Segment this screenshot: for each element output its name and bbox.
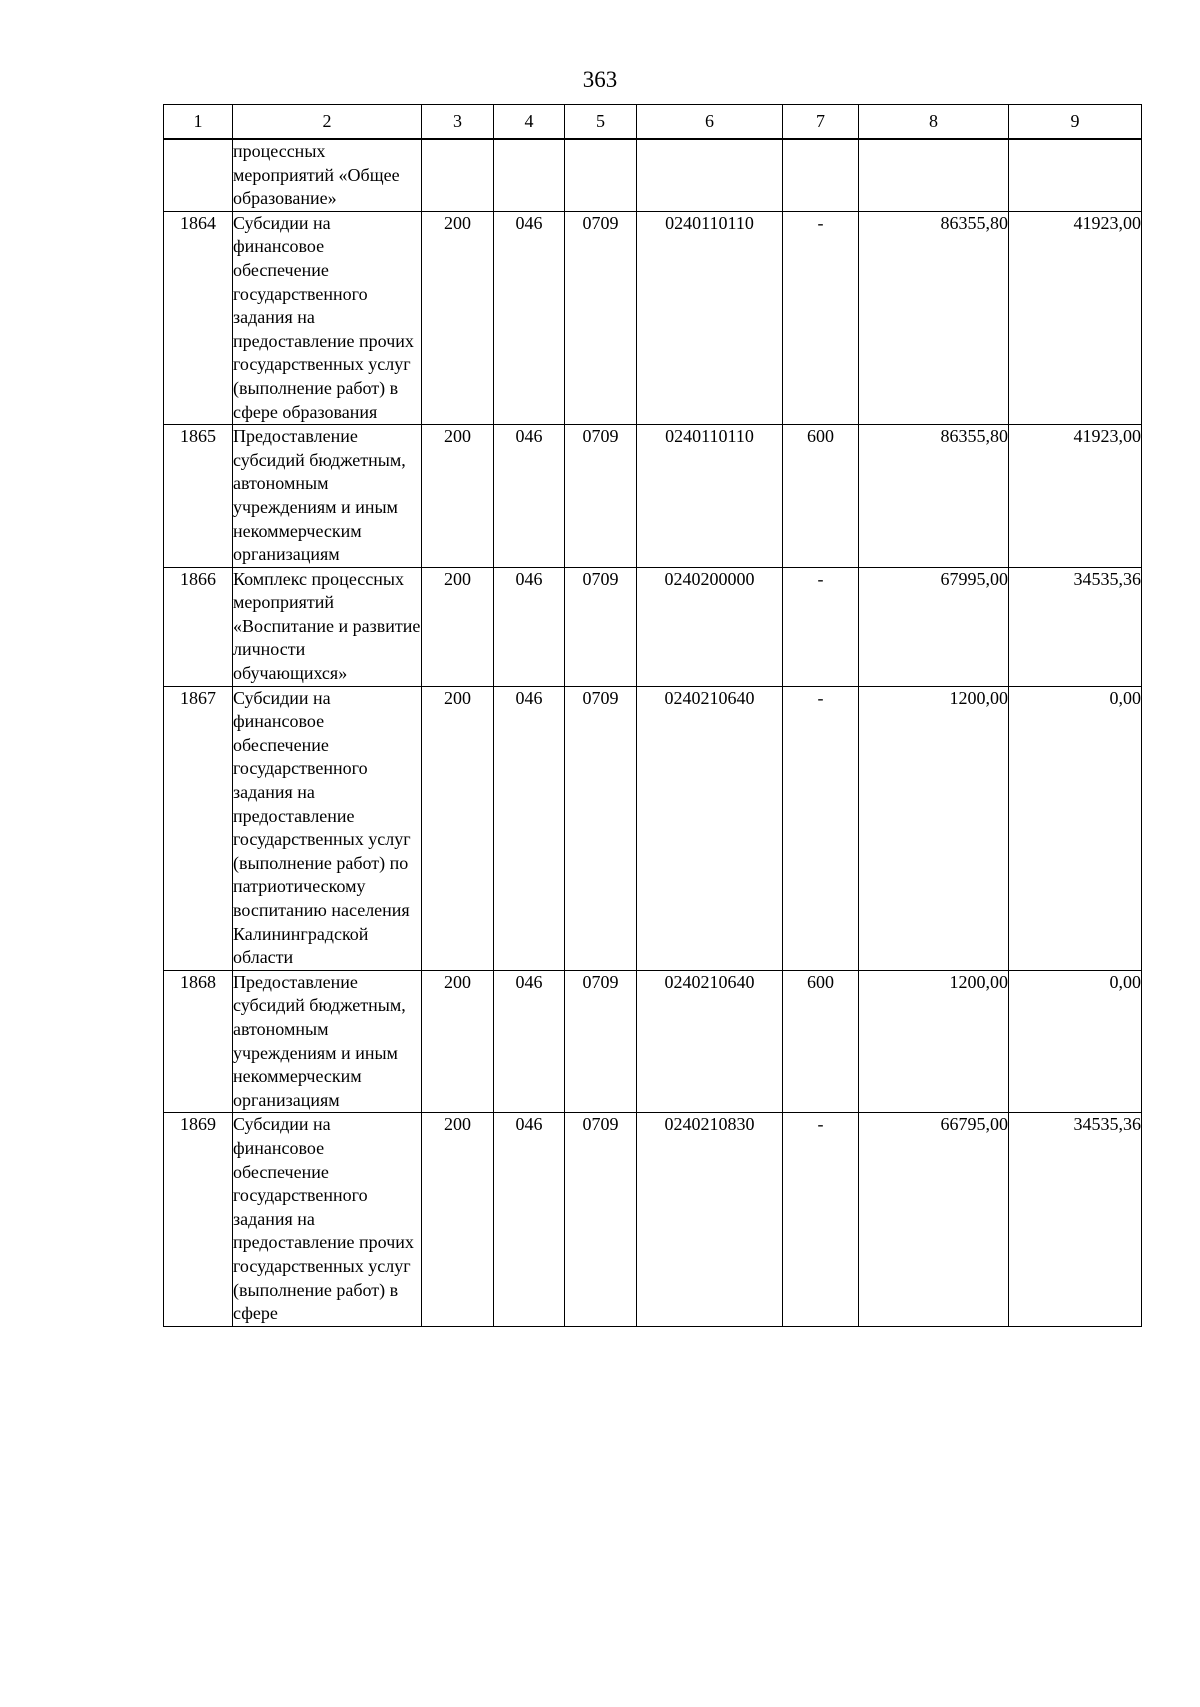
row-number-cell [164,139,233,211]
column-header: 6 [637,105,783,140]
cell-col3: 200 [422,567,494,686]
column-header: 9 [1009,105,1142,140]
amount-cell-col8: 86355,80 [859,425,1009,568]
cell-col3: 200 [422,425,494,568]
amount-cell-col9: 34535,36 [1009,1113,1142,1326]
cell-col5: 0709 [565,211,637,424]
row-number-cell: 1866 [164,567,233,686]
description-cell: Предоставление субсидий бюджетным, автономным учреждениям и иным некоммерческим организациям [233,970,422,1113]
cell-col5: 0709 [565,567,637,686]
description-cell: процессных мероприятий «Общее образование» [233,139,422,211]
cell-col7 [783,139,859,211]
cell-col7: 600 [783,425,859,568]
cell-col7: - [783,567,859,686]
cell-col5: 0709 [565,1113,637,1326]
description-cell: Субсидии на финансовое обеспечение государственного задания на предоставление прочих государственных услуг (выполнение работ) в сфере образования [233,211,422,424]
cell-col7: - [783,1113,859,1326]
cell-col5: 0709 [565,970,637,1113]
amount-cell-col9: 41923,00 [1009,425,1142,568]
cell-col4: 046 [494,970,565,1113]
row-number-cell: 1865 [164,425,233,568]
column-header: 1 [164,105,233,140]
cell-col3: 200 [422,686,494,970]
cell-col7: 600 [783,970,859,1113]
table-row [164,686,1142,970]
description-cell: Субсидии на финансовое обеспечение государственного задания на предоставление прочих государственных услуг (выполнение работ) в сфере [233,1113,422,1326]
cell-col6: 0240210830 [637,1113,783,1326]
table-row [164,567,1142,686]
cell-col6 [637,139,783,211]
cell-col4: 046 [494,1113,565,1326]
column-header: 8 [859,105,1009,140]
amount-cell-col8: 67995,00 [859,567,1009,686]
table-row [164,970,1142,1113]
cell-col3 [422,139,494,211]
amount-cell-col8: 1200,00 [859,970,1009,1113]
table-row [164,211,1142,424]
table-row [164,1113,1142,1326]
row-number-cell: 1869 [164,1113,233,1326]
cell-col4 [494,139,565,211]
cell-col6: 0240200000 [637,567,783,686]
cell-col4: 046 [494,686,565,970]
cell-col4: 046 [494,425,565,568]
amount-cell-col9: 41923,00 [1009,211,1142,424]
cell-col6: 0240210640 [637,970,783,1113]
amount-cell-col8: 1200,00 [859,686,1009,970]
cell-col7: - [783,211,859,424]
column-header: 3 [422,105,494,140]
cell-col5 [565,139,637,211]
cell-col3: 200 [422,970,494,1113]
description-cell: Предоставление субсидий бюджетным, автономным учреждениям и иным некоммерческим организациям [233,425,422,568]
column-header: 4 [494,105,565,140]
row-number-cell: 1867 [164,686,233,970]
page-number: 363 [582,67,618,92]
amount-cell-col8: 66795,00 [859,1113,1009,1326]
budget-table [163,104,1142,1327]
row-number-cell: 1864 [164,211,233,424]
cell-col4: 046 [494,211,565,424]
column-header: 2 [233,105,422,140]
column-header: 5 [565,105,637,140]
amount-cell-col9: 34535,36 [1009,567,1142,686]
amount-cell-col9: 0,00 [1009,970,1142,1113]
table-header-row [164,105,1142,140]
cell-col6: 0240210640 [637,686,783,970]
table-row [164,139,1142,211]
cell-col3: 200 [422,211,494,424]
cell-col7: - [783,686,859,970]
amount-cell-col8 [859,139,1009,211]
cell-col5: 0709 [565,425,637,568]
table-row [164,425,1142,568]
column-header: 7 [783,105,859,140]
cell-col3: 200 [422,1113,494,1326]
amount-cell-col8: 86355,80 [859,211,1009,424]
cell-col4: 046 [494,567,565,686]
description-cell: Комплекс процессных мероприятий «Воспитание и развитие личности обучающихся» [233,567,422,686]
cell-col5: 0709 [565,686,637,970]
cell-col6: 0240110110 [637,211,783,424]
amount-cell-col9: 0,00 [1009,686,1142,970]
row-number-cell: 1868 [164,970,233,1113]
cell-col6: 0240110110 [637,425,783,568]
amount-cell-col9 [1009,139,1142,211]
description-cell: Субсидии на финансовое обеспечение государственного задания на предоставление государственных услуг (выполнение работ) по патриотическому воспитанию населения Калининградской области [233,686,422,970]
